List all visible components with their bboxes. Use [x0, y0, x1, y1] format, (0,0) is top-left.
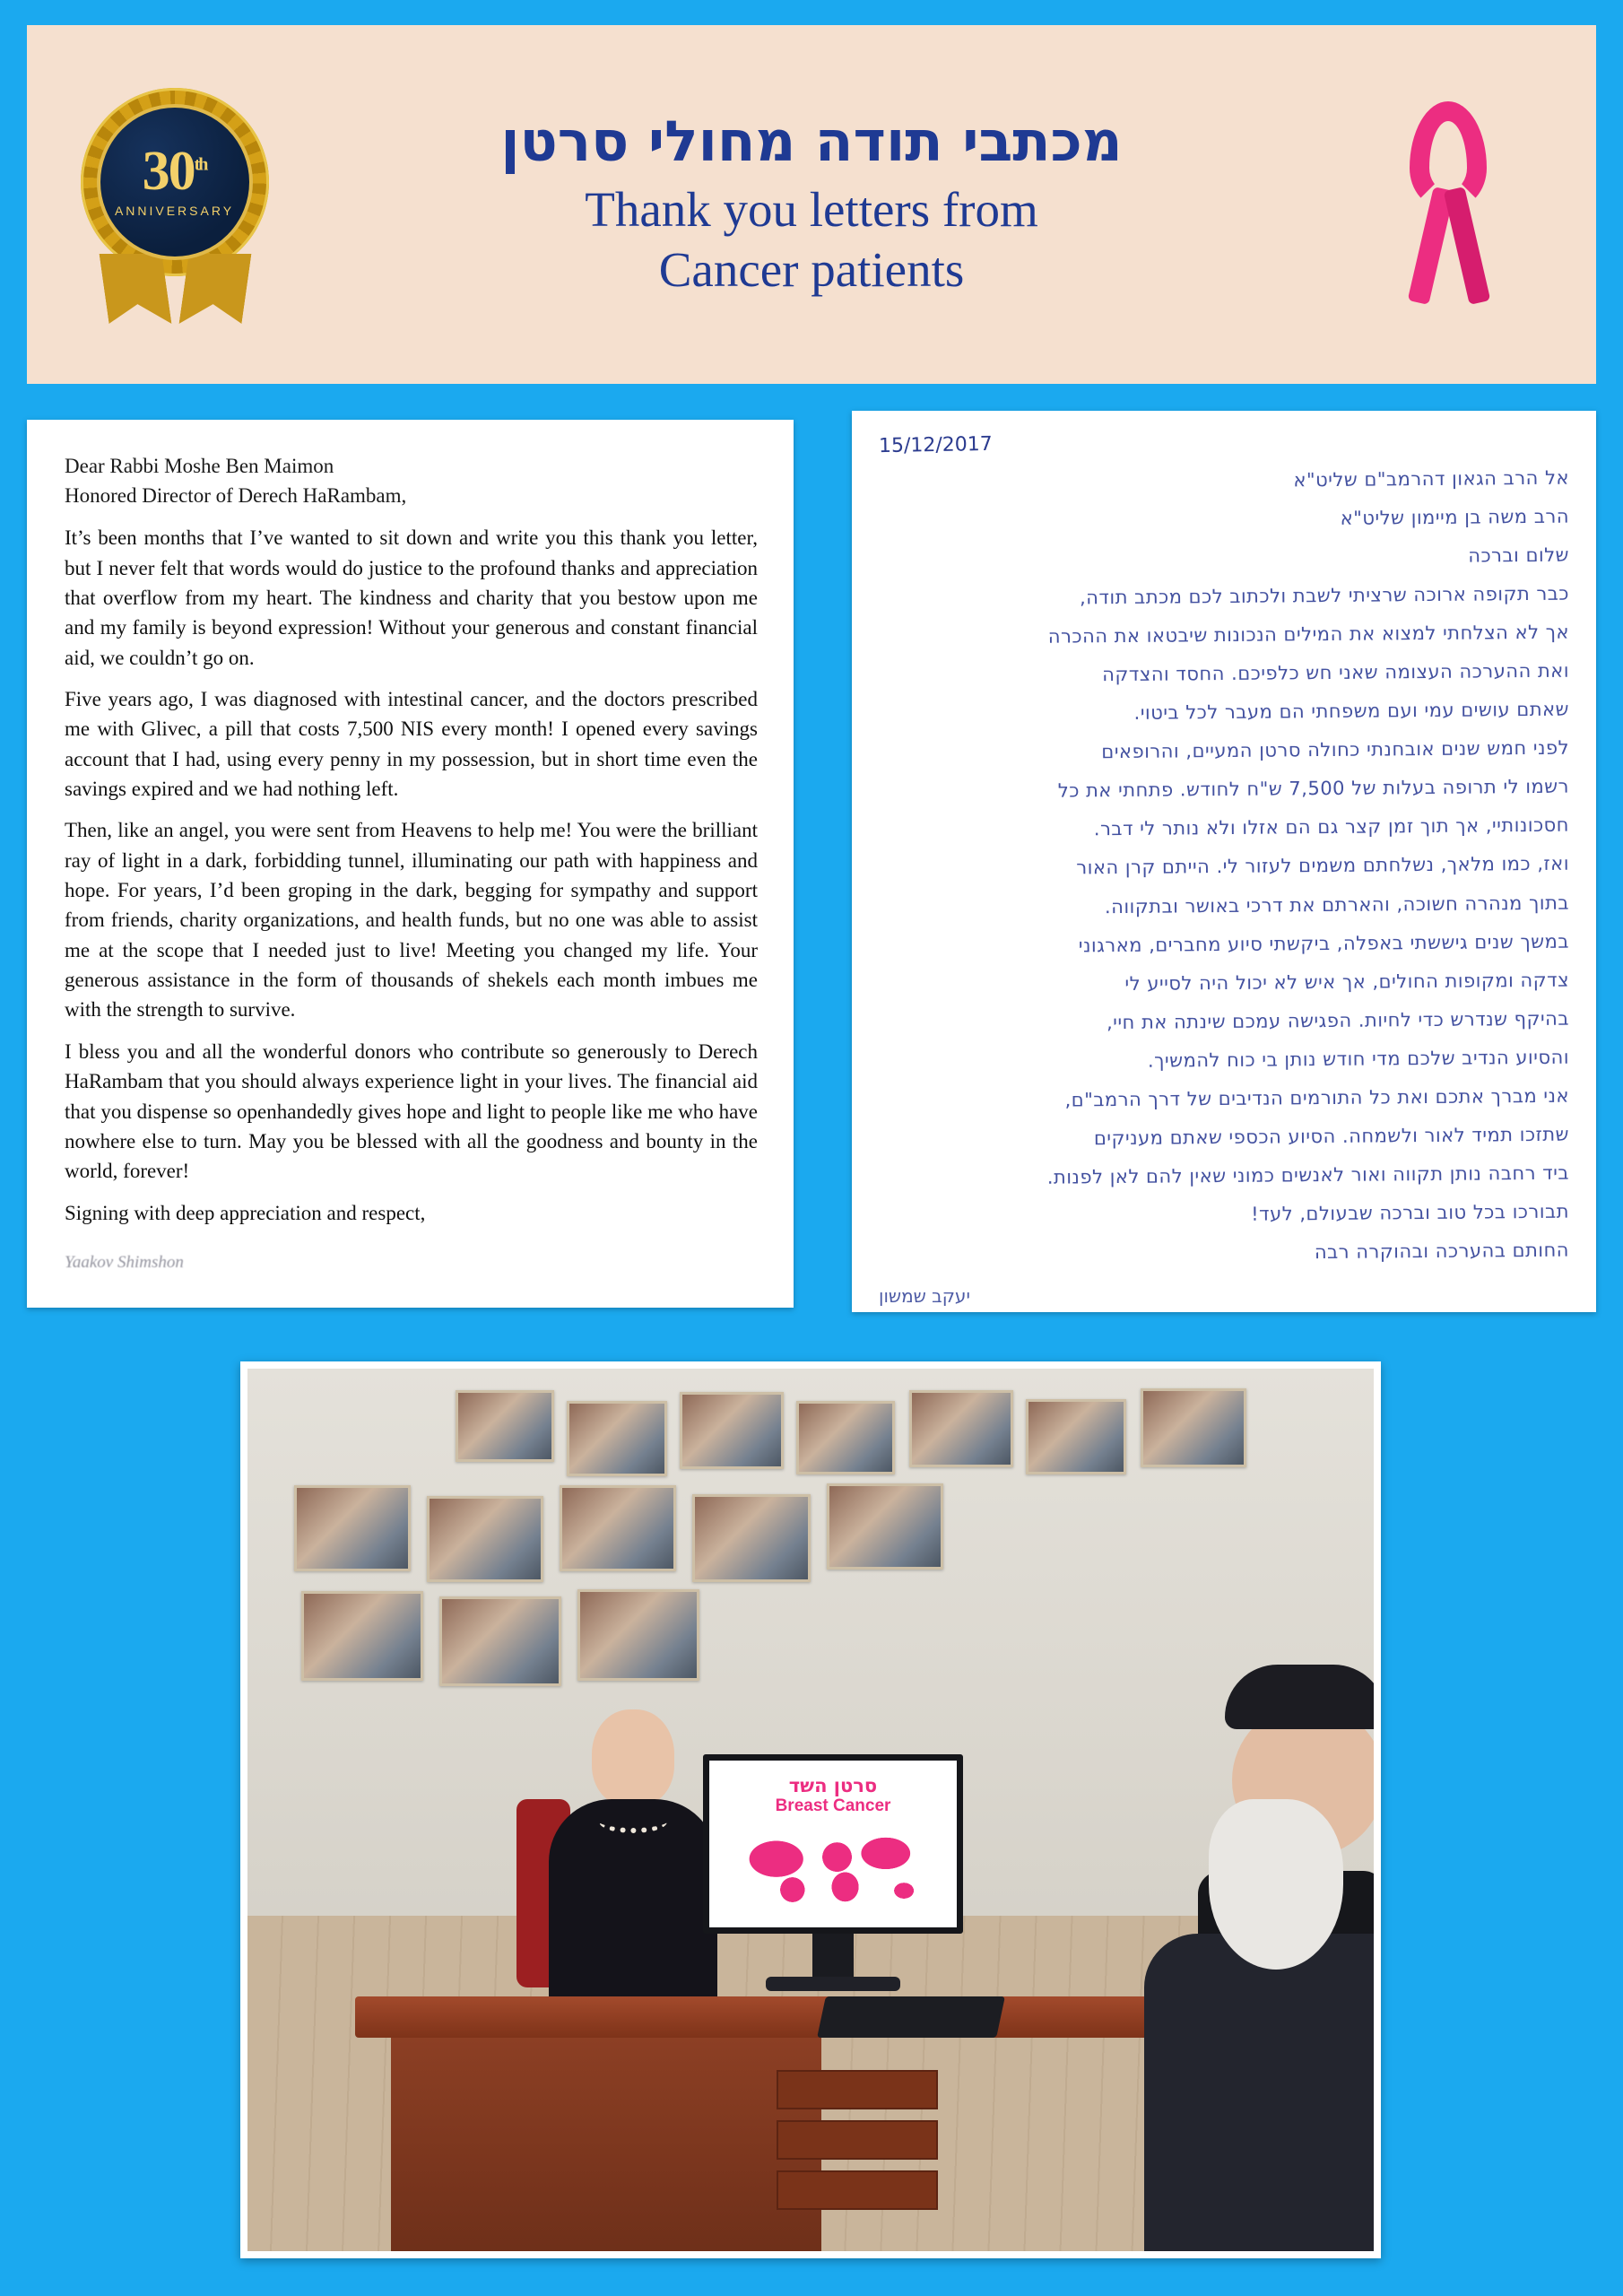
desk-drawer [777, 2070, 938, 2109]
ribbon-wrap [1300, 101, 1596, 308]
seated-woman [543, 1709, 723, 2005]
english-letter-signature: Yaakov Shimshon [65, 1252, 184, 1272]
letters-row [27, 411, 1596, 1317]
hebrew-letter-line: רשמו לי תרופה בעלות של 7,500 ש"ח לחודש. פתחתי את כל [1057, 776, 1570, 802]
screen-title-hebrew: סרטן השד [788, 1774, 878, 1796]
wall-picture [427, 1496, 543, 1582]
desk-drawer [777, 2120, 938, 2160]
page-title-hebrew: מכתבי תודה מחולי סרטן [500, 109, 1123, 175]
wall-picture [796, 1401, 895, 1474]
rabbi-body [1144, 1934, 1374, 2251]
seal-number [142, 141, 207, 203]
hebrew-letter-line: ואז, כמו מלאך, נשלחתם משמים לעזור לי. הייתם קרן האור [1076, 853, 1570, 879]
wall-picture [692, 1494, 811, 1582]
pink-awareness-ribbon-icon [1381, 101, 1515, 308]
monitor-screen [709, 1761, 957, 1927]
hebrew-letter-line: לפני חמש שנים אובחנתי כחולה סרטן המעיים, והרופאים [1101, 736, 1570, 763]
wall-picture [577, 1589, 699, 1681]
hebrew-letter-line: הרב משה בן מיימון שליט"א [1340, 505, 1570, 529]
wall-picture [1026, 1399, 1126, 1474]
wall-picture [301, 1591, 423, 1681]
wall-picture [294, 1485, 411, 1571]
english-letter-body [65, 523, 758, 1228]
office-meeting-photo [247, 1369, 1374, 2251]
english-letter-paragraph: It’s been months that I’ve wanted to sit down and write you this thank you letter, but I never felt that words would do justice to the profound thanks and appreciation that overflow from my heart. The kindness and charity that you bestow upon me and my family is beyond expression! Without your generous and constant financial aid, we couldn’t go on. [65, 526, 758, 669]
wall-picture [827, 1483, 943, 1570]
english-letter-closing: Signing with deep appreciation and respect, [65, 1201, 426, 1224]
hebrew-letter-body [879, 462, 1569, 1273]
seal-number-text: 30 [142, 141, 195, 203]
hebrew-letter-line: שלום וברכה [1468, 544, 1570, 567]
page-title-english-line1: Thank you letters from [585, 181, 1038, 237]
hebrew-letter-line: במשך שנים גיששתי באפלה, ביקשתי סיוע מחברים, מארגוני [1078, 930, 1570, 956]
salutation-line-2: Honored Director of Derech HaRambam, [65, 483, 407, 507]
world-map-graphic [732, 1820, 934, 1913]
wall-picture [439, 1596, 561, 1686]
monitor-base [766, 1977, 900, 1991]
hebrew-letter-line: צדקה ומקופות החולים, אך איש לא יכול היה לסייע לי [1124, 969, 1570, 995]
monitor-stand [812, 1934, 854, 1980]
seal-ribbon-right-icon [178, 254, 251, 324]
ribbon-loop [1410, 101, 1487, 209]
seal-inner-disc [97, 104, 253, 260]
pearl-necklace [599, 1810, 667, 1833]
hebrew-letter-line: כבר תקופה ארוכה שרציתי לשבת ולכתוב לכם מכתב תודה, [1079, 582, 1570, 609]
hebrew-letter-line: חסכונותיי, אך תוך זמן קצר גם הם אזלו ולא נותר לי דבר. [1093, 814, 1570, 840]
header-titles [323, 109, 1300, 299]
hebrew-letter-line: אני מברך אתכם ואת כל התורמים הנדיבים של דרך הרמב"ם, [1064, 1084, 1570, 1111]
seal-caption: ANNIVERSARY [114, 203, 235, 218]
wall-picture [909, 1390, 1013, 1467]
salutation-line-1: Dear Rabbi Moshe Ben Maimon [65, 455, 334, 477]
hebrew-letter-line: בהיקף שנדרש כדי לחיות. הפגישה עמכם שינתה את חיי, [1106, 1007, 1570, 1033]
english-letter-paragraph: Then, like an angel, you were sent from Heavens to help me! You were the brilliant ray of light in a dark, forbidding tunnel, illuminating our path with happiness and hope. For years, I’d been groping in the dark, begging for sympathy and support from friends, charity organizations, and health funds, but no one was able to assist me at the scope that I needed just to live! Meeting you changed my life. Your generous assistance in the form of thousands of shekels each month imbues me with the strength to survive. [65, 819, 758, 1022]
wall-picture [1141, 1388, 1246, 1467]
seal-ribbon-left-icon [99, 254, 171, 324]
screen-title-english: Breast Cancer [775, 1796, 891, 1815]
desk-drawer [777, 2170, 938, 2210]
header-banner [27, 25, 1596, 384]
hebrew-letter-line: בתוך מנהרה חשוכה, והארתם את דרכי באושר ובתקווה. [1104, 891, 1570, 918]
desk-body [391, 2038, 821, 2251]
english-letter-salutation [65, 452, 758, 510]
hebrew-letter-line: החותם בהערכה ובהוקרה רבה [1314, 1239, 1570, 1264]
english-letter-paragraph: I bless you and all the wonderful donors who contribute so generously to Derech HaRambam that you should always experience light in your lives. The financial aid that you dispense so openhandedly gives hope and light to people like me who have nowhere else to turn. May you be blessed with all the goodness and bounty in the world, forever! [65, 1039, 758, 1183]
page-title-english-line2: Cancer patients [658, 241, 965, 297]
wall-picture [560, 1485, 676, 1571]
english-letter-paragraph: Five years ago, I was diagnosed with intestinal cancer, and the doctors prescribed me with Glivec, a pill that costs 7,500 NIS every month! I opened every savings account that I had, using every penny in my possession, but in short time even the savings expired and we had nothing left. [65, 688, 758, 801]
hebrew-letter-line: והסיוע הנדיב שלכם מדי חודש נותן בי כוח להמשיך. [1147, 1046, 1570, 1072]
hebrew-letter-line: תבורכו בכל טוב וברכה שבעולם, לעד! [1251, 1200, 1570, 1225]
hebrew-letter-date: 15/12/2017 [878, 432, 994, 458]
wall-picture [680, 1392, 784, 1469]
hebrew-letter-line: ביד רחבה נותן תקווה ואור לאנשים כמוני שאין להם לאן לפנות. [1046, 1161, 1570, 1188]
computer-monitor [703, 1754, 963, 1934]
hebrew-letter-line: אל הרב הגאון דהרמב"ם שליט"א [1293, 466, 1570, 491]
hebrew-letter-card [852, 411, 1596, 1312]
keyboard [817, 1996, 1005, 2038]
hebrew-letter-line: שתזכו תמיד לאור ולשמחה. הסיוע הכספי שאתם מעניקים [1093, 1123, 1570, 1150]
wall-picture [456, 1390, 554, 1462]
hebrew-letter-line: שאתם עושים עמי ועם משפחתי הם מעבר לכל ביטוי. [1133, 698, 1570, 725]
hebrew-letter-line: אך לא הצלחתי למצוא את המילים הנכונות שיבטאו את ההכרה [1047, 621, 1570, 648]
hebrew-letter-signature: יעקב שמשון [879, 1284, 970, 1307]
wall-picture [567, 1401, 667, 1476]
30th-anniversary-seal-icon [70, 86, 281, 324]
seal-ordinal: th [194, 154, 207, 175]
kippah-icon [1225, 1665, 1374, 1729]
anniversary-seal-wrap [27, 86, 323, 324]
english-letter-card [27, 420, 794, 1308]
photo-frame [240, 1361, 1381, 2258]
desk-top [355, 1996, 1162, 2038]
rabbi-beard [1209, 1799, 1343, 1970]
seated-rabbi [1126, 1665, 1374, 2251]
hebrew-letter-line: ואת ההערכה העצומה שאני חש כלפיכם. החסד והצדקה [1102, 659, 1570, 686]
woman-head [592, 1709, 674, 1806]
